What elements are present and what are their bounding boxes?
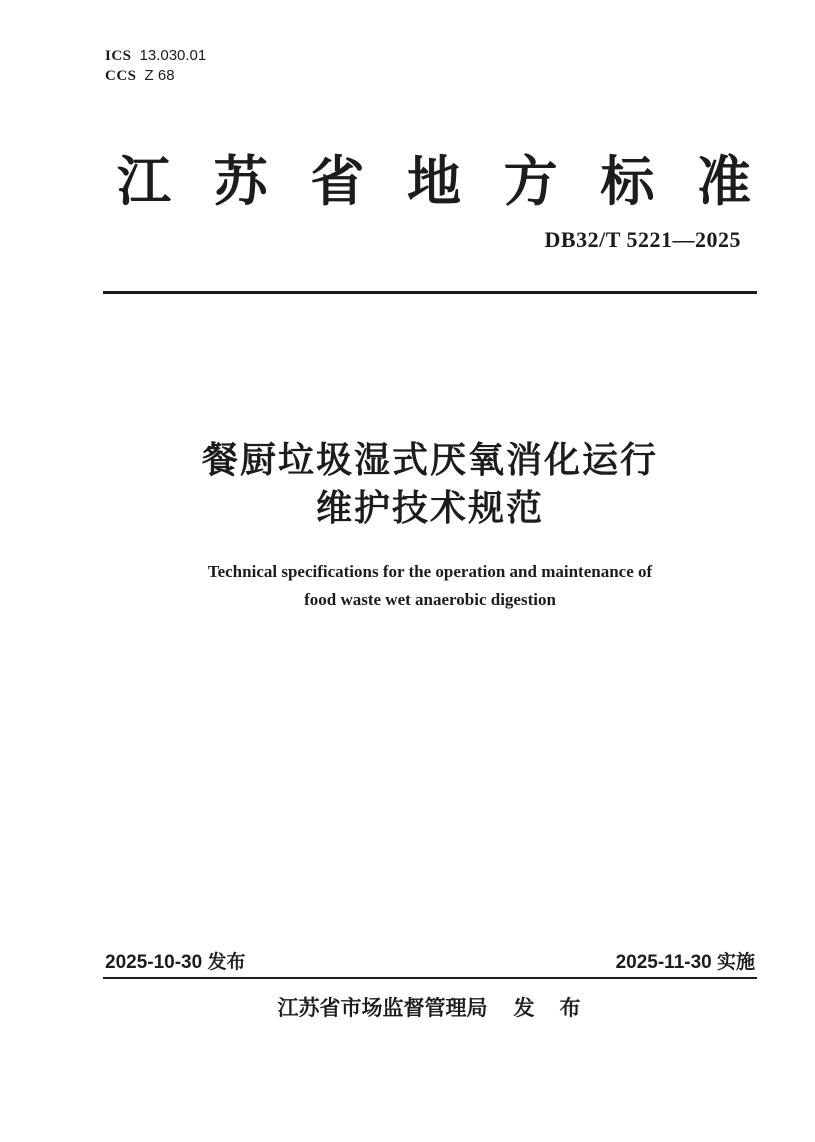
classification-codes <box>105 46 206 86</box>
document-title-en-line1: Technical specifications for the operation and maintenance of <box>207 562 653 581</box>
document-title-zh-line2: 维护技术规范 <box>315 487 544 528</box>
ics-code-line <box>105 46 206 66</box>
header-rule <box>103 291 757 294</box>
ics-value: 13.030.01 <box>139 47 207 64</box>
document-title-zh <box>105 436 755 532</box>
document-title-en-line2: food waste wet anaerobic digestion <box>304 590 556 609</box>
ccs-code-line <box>105 66 206 86</box>
publisher-name: 江苏省市场监督管理局 <box>277 997 488 1020</box>
standard-type-title: 江 苏 省 地 方 标 准 <box>117 152 751 212</box>
document-title-zh-line1: 餐厨垃圾湿式厌氧消化运行 <box>201 439 658 480</box>
publish-label: 发 布 <box>513 997 583 1020</box>
publisher-row <box>105 996 755 1021</box>
ccs-label: CCS <box>105 68 137 84</box>
implementation-date: 2025-11-30 实施 <box>615 952 755 973</box>
ccs-value: Z 68 <box>144 67 175 84</box>
standard-number: DB32/T 5221—2025 <box>544 227 741 252</box>
footer-rule <box>103 977 757 979</box>
document-title-en <box>90 558 770 614</box>
dates-row <box>105 951 755 975</box>
ics-label: ICS <box>105 48 132 64</box>
issue-date: 2025-10-30 发布 <box>105 952 246 973</box>
